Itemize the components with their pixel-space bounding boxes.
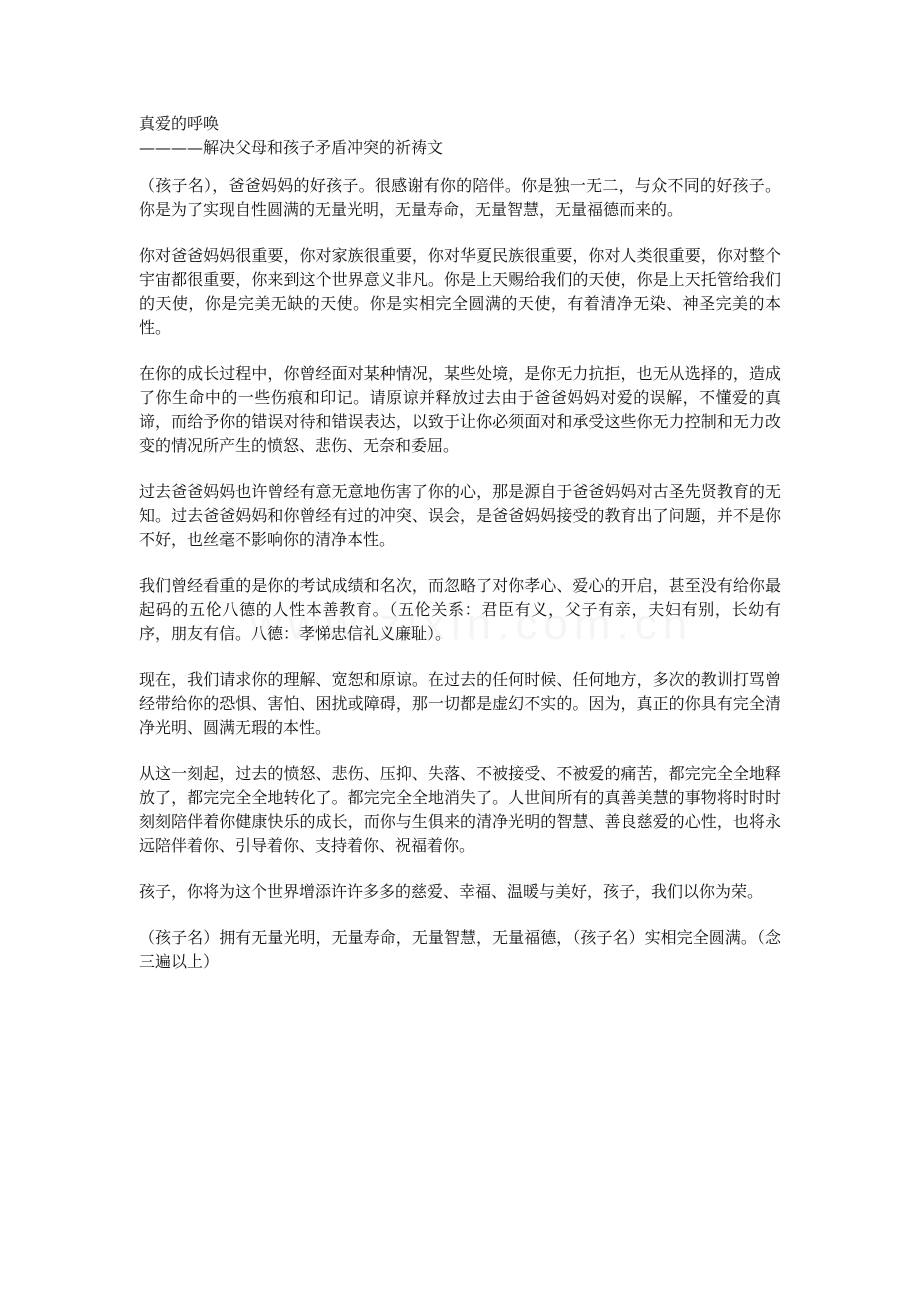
paragraph-4: 过去爸爸妈妈也许曾经有意无意地伤害了你的心，那是源自于爸爸妈妈对古圣先贤教育的无知。过去爸爸妈妈和你曾经有过的冲突、误会，是爸爸妈妈接受的教育出了问题，并不是你不好，也丝毫不影响你的清净本性。 bbox=[139, 482, 781, 549]
paragraph-8: 孩子，你将为这个世界增添许许多多的慈爱、幸福、温暖与美好，孩子，我们以你为荣。 bbox=[139, 882, 764, 901]
paragraph-7: 从这一刻起，过去的愤怒、悲伤、压抑、失落、不被接受、不被爱的痛苦，都完完全全地释放了，都完完全全地转化了。都完完全全地消失了。人世间所有的真善美慧的事物将时时时刻刻陪伴着你健康快乐的成长，而你与生俱来的清净光明的智慧、善良慈爱的心性，也将永远陪伴着你、引导着你、支持着你、祝福着你。 bbox=[139, 764, 781, 855]
document-page bbox=[139, 112, 781, 996]
paragraph-5: 我们曾经看重的是你的考试成绩和名次，而忽略了对你孝心、爱心的开启，甚至没有给你最起码的五伦八德的人性本善教育。（五伦关系：君臣有义，父子有亲，夫妇有别，长幼有序，朋友有信。八德：孝悌忠信礼义廉耻）。 bbox=[139, 576, 781, 643]
paragraph-1: （孩子名），爸爸妈妈的好孩子。很感谢有你的陪伴。你是独一无二，与众不同的好孩子。你是为了实现自性圆满的无量光明，无量寿命，无量智慧，无量福德而来的。 bbox=[139, 176, 781, 219]
document-subtitle: ————解决父母和孩子矛盾冲突的祈祷文 bbox=[139, 138, 444, 157]
paragraph-6: 现在，我们请求你的理解、宽恕和原谅。在过去的任何时候、任何地方，多次的教训打骂曾经带给你的恐惧、害怕、困扰或障碍，那一切都是虚幻不实的。因为，真正的你具有完全清净光明、圆满无瑕的本性。 bbox=[139, 670, 781, 737]
paragraph-2: 你对爸爸妈妈很重要，你对家族很重要，你对华夏民族很重要，你对人类很重要，你对整个宇宙都很重要，你来到这个世界意义非凡。你是上天赐给我们的天使，你是上天托管给我们的天使，你是完美无缺的天使。你是实相完全圆满的天使，有着清净无染、神圣完美的本性。 bbox=[139, 246, 781, 337]
document-title: 真爱的呼唤 bbox=[139, 114, 220, 133]
paragraph-3: 在你的成长过程中，你曾经面对某种情况，某些处境，是你无力抗拒，也无从选择的，造成了你生命中的一些伤痕和印记。请原谅并释放过去由于爸爸妈妈对爱的误解，不懂爱的真谛，而给予你的错误对待和错误表达，以致于让你必须面对和承受这些你无力控制和无力改变的情况所产生的愤怒、悲伤、无奈和委屈。 bbox=[139, 364, 781, 455]
paragraph-9: （孩子名）拥有无量光明，无量寿命，无量智慧，无量福德，（孩子名）实相完全圆满。（念三遍以上） bbox=[139, 928, 781, 971]
